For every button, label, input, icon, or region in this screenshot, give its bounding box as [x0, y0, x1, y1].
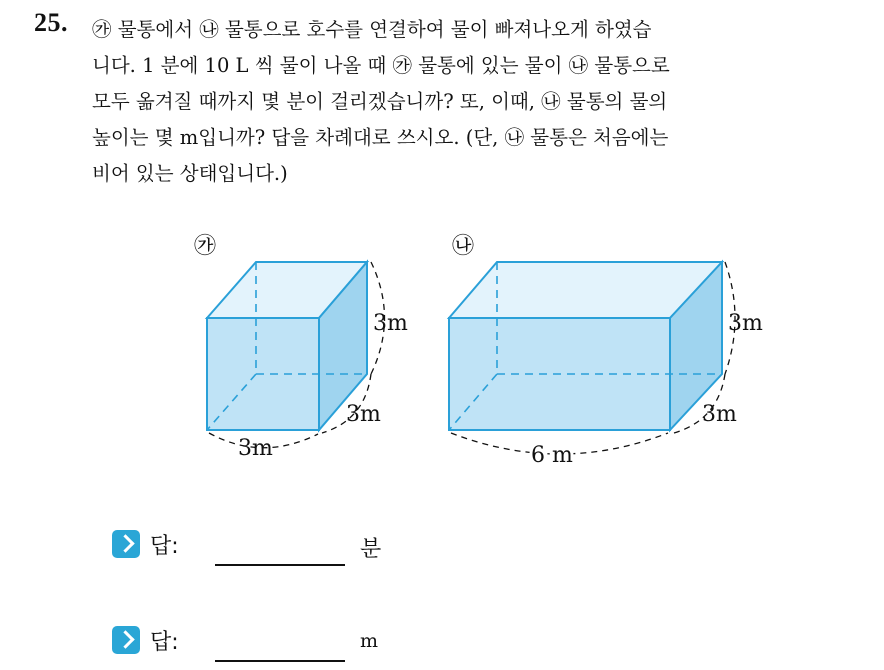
tank-b-height-label: 3m	[728, 311, 763, 336]
tank-a-height-label: 3m	[373, 311, 408, 336]
question-line: 모두 옮겨질 때까지 몇 분이 걸리겠습니까? 또, 이때, ㉯ 물통의 물의	[92, 90, 668, 113]
tank-a-depth-label: 3m	[346, 402, 381, 427]
chevron-right-icon	[112, 530, 140, 558]
chevron-right-icon	[112, 626, 140, 654]
tank-a-width-label: 3m	[238, 436, 273, 461]
answer-row-2	[112, 624, 179, 656]
tank-b	[449, 234, 763, 468]
answer-label: 답:	[150, 629, 179, 655]
tank-a-label: ㉮	[194, 234, 217, 259]
tank-b-depth-label: 3m	[702, 402, 737, 427]
question-number: 25.	[34, 8, 68, 37]
answer-blank-1[interactable]	[215, 564, 345, 566]
answer-blank-2[interactable]	[215, 660, 345, 662]
question-line: ㉮ 물통에서 ㉯ 물통으로 호수를 연결하여 물이 빠져나오게 하였습	[92, 18, 652, 41]
question-line: 비어 있는 상태입니다.)	[92, 162, 288, 185]
question-line: 니다. 1 분에 10 L 씩 물이 나올 때 ㉮ 물통에 있는 물이 ㉯ 물통으로	[92, 54, 670, 77]
answer-unit-2: m	[360, 630, 379, 652]
tank-a	[194, 234, 408, 461]
answer-unit-1: 분	[360, 537, 382, 562]
tank-b-width-label: 6 m	[531, 443, 573, 468]
question-line: 높이는 몇 m입니까? 답을 차례대로 쓰시오. (단, ㉯ 물통은 처음에는	[92, 126, 669, 149]
tank-b-label: ㉯	[452, 234, 475, 259]
answer-row-1	[112, 528, 179, 560]
answer-label: 답:	[150, 533, 179, 559]
